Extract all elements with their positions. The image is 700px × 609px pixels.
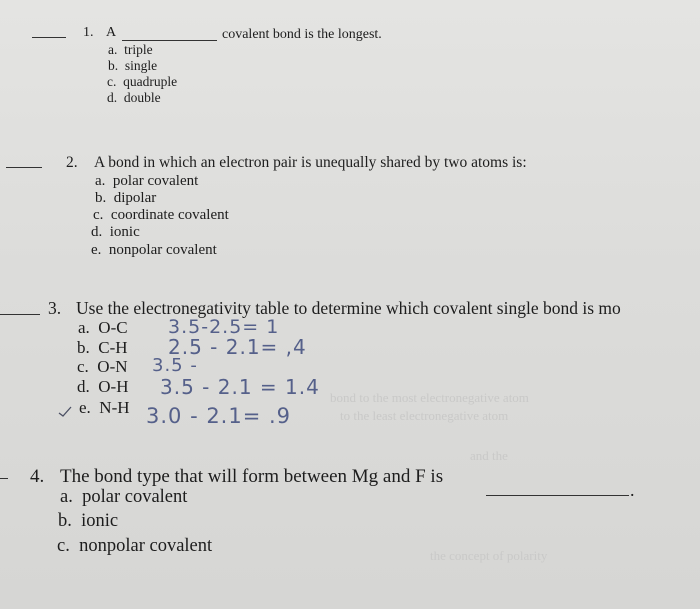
q2-option-c: c. coordinate covalent xyxy=(93,207,229,223)
question-2-stem: A bond in which an electron pair is unequally shared by two atoms is: xyxy=(94,154,527,171)
q2-option-b: b. dipolar xyxy=(95,190,157,206)
q1-option-b: b. single xyxy=(108,58,158,73)
q1-option-c: c. quadruple xyxy=(107,74,178,89)
q1-option-d: d. double xyxy=(107,90,161,105)
show-through-text: the concept of polarity xyxy=(430,548,548,563)
show-through-text: to the least electronegative atom xyxy=(340,408,509,423)
fill-in-blank-q4 xyxy=(486,495,629,496)
q3-handwritten-work-d: 3.5 - 2.1 = 1.4 xyxy=(160,375,320,399)
answer-blank-q2 xyxy=(6,167,42,168)
q3-option-e: e. N-H xyxy=(79,398,130,417)
question-3-stem: Use the electronegativity table to determine which covalent single bond is mo xyxy=(76,298,621,318)
q1-option-a: a. triple xyxy=(108,42,153,57)
q3-handwritten-work-c: 3.5 - xyxy=(152,355,198,376)
q3-option-c: c. O-N xyxy=(77,357,128,376)
question-2-number: 2. xyxy=(66,154,78,171)
question-4-number: 4. xyxy=(30,466,45,487)
answer-blank-q4 xyxy=(0,478,8,479)
q2-option-a: a. polar covalent xyxy=(95,173,199,189)
question-1-stem-start: A xyxy=(106,25,117,40)
question-1-number: 1. xyxy=(83,25,94,40)
q3-handwritten-work-a: 3.5-2.5= 1 xyxy=(168,316,280,338)
q4-option-a: a. polar covalent xyxy=(60,487,188,507)
q3-option-d: d. O-H xyxy=(77,377,129,396)
q4-option-b: b. ionic xyxy=(58,511,119,531)
q3-option-b: b. C-H xyxy=(77,338,128,357)
q3-handwritten-work-b: 2.5 - 2.1= ,4 xyxy=(168,335,307,359)
q2-option-e: e. nonpolar covalent xyxy=(91,242,217,258)
q3-handwritten-work-e: 3.0 - 2.1= .9 xyxy=(146,404,292,428)
answer-blank-q1 xyxy=(32,37,66,38)
question-1-stem-end: covalent bond is the longest. xyxy=(222,27,382,42)
question-4-period: . xyxy=(630,480,635,500)
show-through-text: bond to the most electronegative atom xyxy=(330,390,529,405)
answer-blank-q3 xyxy=(0,314,40,315)
q4-option-c: c. nonpolar covalent xyxy=(57,536,213,556)
check-mark-icon xyxy=(58,405,72,417)
show-through-text: and the xyxy=(470,448,508,463)
q3-option-a: a. O-C xyxy=(78,318,128,337)
question-4-stem: The bond type that will form between Mg and F is xyxy=(60,466,444,487)
question-3-number: 3. xyxy=(48,298,62,318)
fill-in-blank-q1 xyxy=(122,40,217,41)
q2-option-d: d. ionic xyxy=(91,224,140,240)
